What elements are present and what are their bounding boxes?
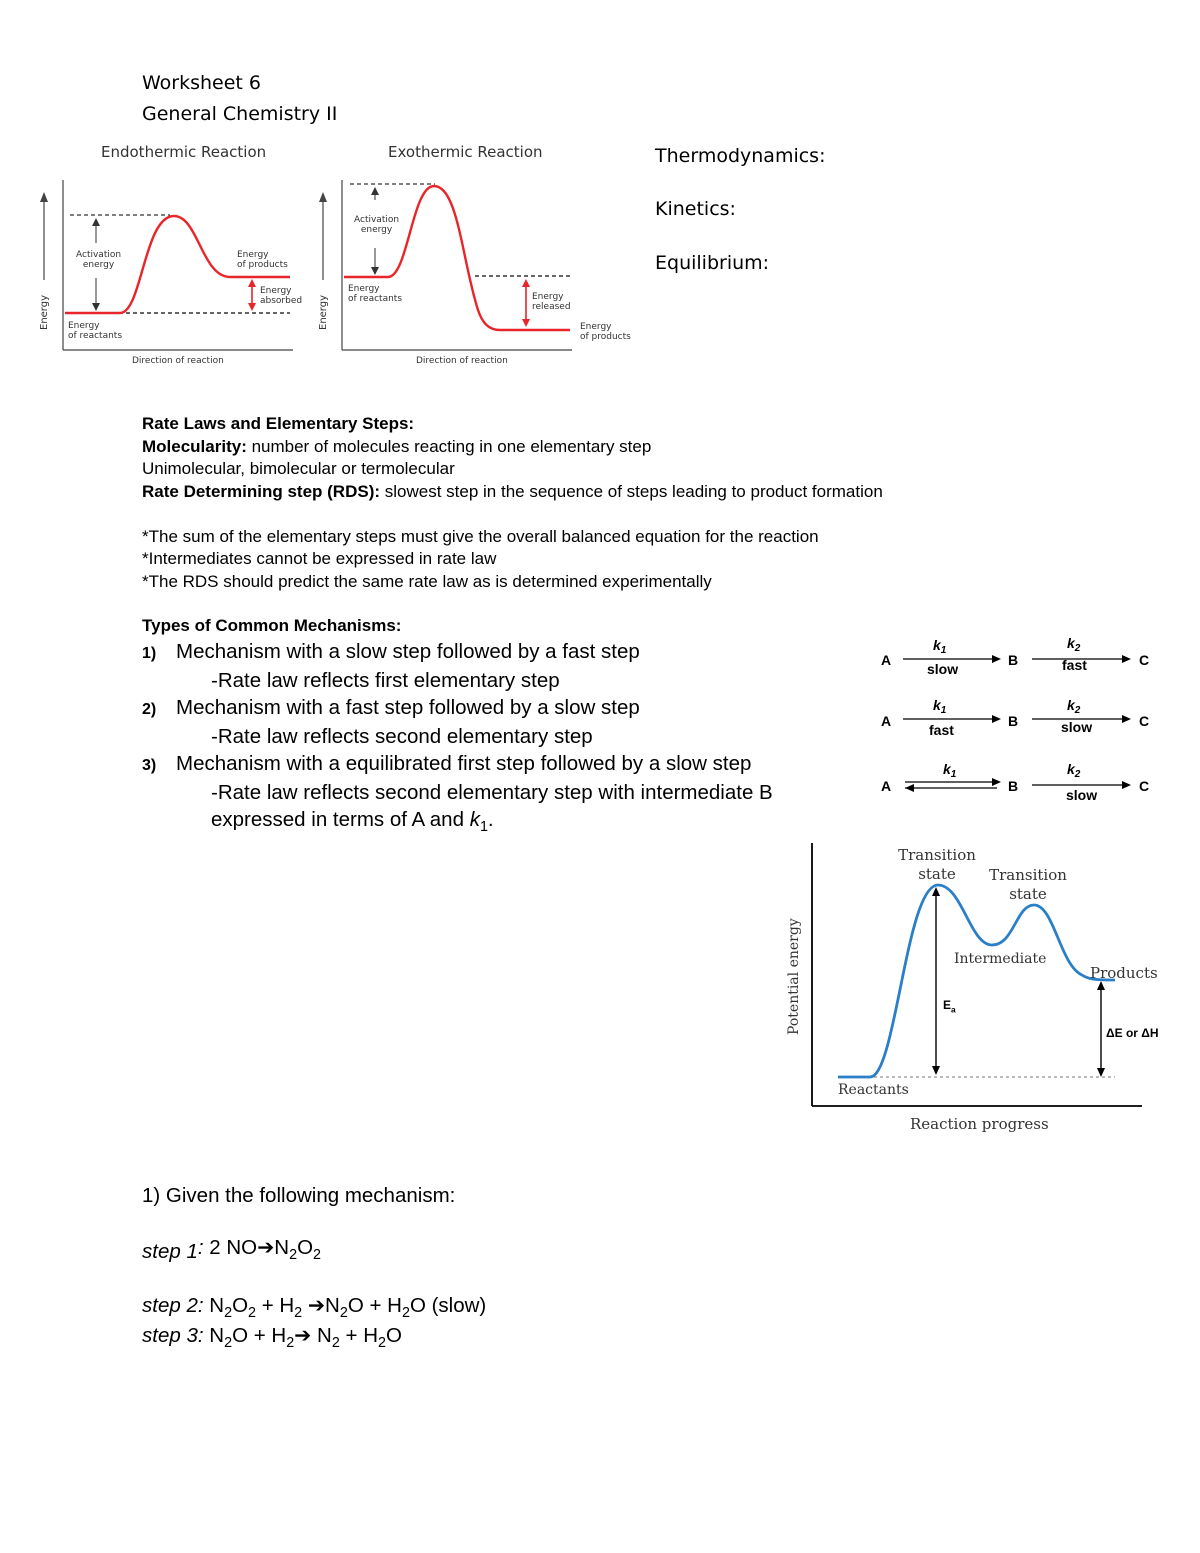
exo-products-label: Energy of products — [580, 322, 631, 342]
rule-line: *Intermediates cannot be expressed in rate law — [142, 549, 497, 568]
rate-laws-heading: Rate Laws and Elementary Steps: — [142, 414, 415, 433]
molecularity-types: Unimolecular, bimolecular or termolecular — [142, 459, 455, 478]
scheme-species-b: B — [1008, 778, 1019, 794]
rule-line: *The RDS should predict the same rate law as is determined experimentally — [142, 571, 712, 591]
scheme-k2: $k_2$ — [1067, 761, 1081, 780]
question-prompt: 1) Given the following mechanism: — [142, 1184, 456, 1207]
mechanism-3-note2: expressed in terms of A and $k_1$. — [211, 808, 494, 836]
question-step-3: step 3: $N_2O$ + $H_2➔$ $N_2 + H_2O$ — [142, 1324, 402, 1352]
scheme-k2: $k_2$ — [1067, 635, 1081, 654]
exo-reactants-label: Energy of reactants — [348, 284, 403, 304]
scheme-species-c: C — [1139, 713, 1150, 729]
scheme-species-c: C — [1139, 652, 1150, 668]
profile-x-axis-label: Reaction progress — [910, 1115, 1049, 1133]
exothermic-diagram — [310, 170, 580, 370]
topic-kinetics: Kinetics: — [655, 198, 736, 220]
topic-equilibrium: Equilibrium: — [655, 252, 770, 274]
scheme-species-a: A — [881, 652, 892, 668]
endo-reactants-label: Energy of reactants — [68, 321, 123, 341]
worksheet-title: Worksheet 6 — [142, 72, 262, 94]
exo-x-axis-label: Direction of reaction — [416, 356, 508, 366]
scheme-k2: $k_2$ — [1067, 697, 1081, 716]
mechanism-1: 1) Mechanism with a slow step followed by a fast step — [142, 640, 640, 663]
profile-intermediate-label: Intermediate — [954, 951, 1047, 967]
scheme-3 — [881, 761, 1149, 803]
course-title: General Chemistry II — [142, 103, 338, 125]
profile-ts2-label: Transition state — [989, 866, 1067, 903]
profile-ea-label: $E_a$ — [943, 998, 956, 1015]
endothermic-title: Endothermic Reaction — [101, 143, 267, 161]
mechanism-3-note: -Rate law reflects second elementary step with intermediate B — [211, 781, 773, 804]
endo-products-label: Energy of products — [237, 250, 288, 270]
scheme-2 — [881, 697, 1149, 738]
scheme-species-b: B — [1008, 713, 1019, 729]
profile-products-label: Products — [1090, 964, 1158, 982]
endo-y-axis-label: Energy — [39, 294, 50, 330]
scheme-speed1: slow — [927, 661, 959, 677]
rule-line: *The sum of the elementary steps must give the overall balanced equation for the reaction — [142, 526, 819, 546]
mechanism-1-note: -Rate law reflects first elementary step — [211, 669, 560, 692]
exo-y-axis-label: Energy — [318, 294, 329, 330]
scheme-speed2: slow — [1061, 719, 1093, 735]
mechanism-2: 2) Mechanism with a fast step followed by a slow step — [142, 696, 640, 719]
rds-line: Rate Determining step (RDS): slowest step in the sequence of steps leading to product formation — [142, 481, 883, 501]
mechanisms-heading: Types of Common Mechanisms: — [142, 616, 402, 635]
exo-activation-label: Activation energy — [354, 215, 400, 235]
scheme-1 — [881, 635, 1149, 677]
scheme-k1: $k_1$ — [933, 637, 947, 656]
question-step-2: step 2: $N_2O_2 + H_2$ $➔N_2O + H_2O$ (slow) — [142, 1294, 487, 1322]
mechanism-schemes — [875, 630, 1165, 810]
mechanisms-list — [142, 638, 872, 836]
scheme-species-b: B — [1008, 652, 1019, 668]
scheme-speed1: fast — [929, 722, 954, 738]
question-step-1: step 1: 2 $NO➔N_2O_2$ — [142, 1236, 322, 1264]
topic-thermodynamics: Thermodynamics: — [655, 145, 826, 167]
exothermic-title: Exothermic Reaction — [388, 143, 543, 161]
profile-ts1-label: Transition state — [898, 846, 976, 883]
scheme-species-a: A — [881, 713, 892, 729]
rate-laws-section — [142, 413, 1142, 593]
endo-activation-label: Activation energy — [76, 250, 122, 270]
scheme-speed2: fast — [1062, 657, 1087, 673]
profile-reactants-label: Reactants — [838, 1082, 909, 1098]
exo-released-label: Energy released — [532, 292, 571, 312]
profile-y-axis-label: Potential energy — [786, 918, 802, 1035]
scheme-k1: $k_1$ — [933, 697, 947, 716]
endo-absorbed-label: Energy absorbed — [260, 286, 303, 306]
scheme-k1: $k_1$ — [943, 761, 957, 780]
profile-dh-label: ΔE or ΔH — [1106, 1026, 1159, 1040]
scheme-species-a: A — [881, 778, 892, 794]
endo-x-axis-label: Direction of reaction — [132, 356, 224, 366]
scheme-species-c: C — [1139, 778, 1150, 794]
scheme-speed2: slow — [1066, 787, 1098, 803]
mechanism-2-note: -Rate law reflects second elementary step — [211, 725, 593, 748]
molecularity-line: Molecularity: number of molecules reacting in one elementary step — [142, 436, 652, 456]
mechanism-3: 3) Mechanism with a equilibrated first step followed by a slow step — [142, 752, 752, 775]
